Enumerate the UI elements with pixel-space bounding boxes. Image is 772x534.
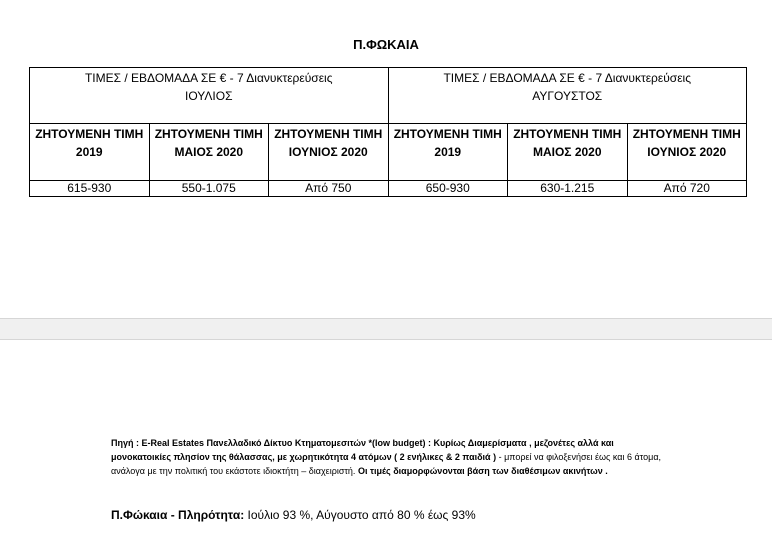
source-note-bold: Πηγή : E-Real Estates Πανελλαδικό Δίκτυο Κτηματομεσιτών *(low budget) : Κυρίως Διαμερίσματα , μεζονέτες αλλά και μονοκατοικίες πλησίον της θάλασσας, με χωρητικότητα 4 ατόμων ( 2 ενήλικες & 2 παιδιά )	[111, 438, 614, 462]
source-note-normal: - μπορεί να φιλοξενήσει έως και 6 άτομα, ανάλογα με την πολιτική του εκάστοτε ιδιοκτήτη – διαχειριστή.	[111, 452, 662, 476]
column-header: ΖΗΤΟΥΜΕΝΗ ΤΙΜΗ 2019	[388, 124, 508, 181]
column-header: ΖΗΤΟΥΜΕΝΗ ΤΙΜΗ 2019	[30, 124, 150, 181]
table-cell: Από 750	[269, 181, 389, 197]
group-header-month: ΙΟΥΛΙΟΣ	[185, 89, 233, 103]
table-cell: Από 720	[627, 181, 747, 197]
table-cell: 630-1.215	[508, 181, 628, 197]
occupancy-label: Π.Φώκαια - Πληρότητα:	[111, 508, 245, 522]
column-header: ΖΗΤΟΥΜΕΝΗ ΤΙΜΗ ΙΟΥΝΙΟΣ 2020	[627, 124, 747, 181]
table-row	[30, 181, 747, 197]
page-separator	[0, 318, 772, 340]
group-header-july	[30, 68, 389, 124]
group-header-august	[388, 68, 747, 124]
table-cell: 650-930	[388, 181, 508, 197]
group-header-line: ΤΙΜΕΣ / ΕΒΔΟΜΑΔΑ ΣΕ € - 7 Διανυκτερεύσεις	[84, 71, 333, 85]
column-header: ΖΗΤΟΥΜΕΝΗ ΤΙΜΗ ΙΟΥΝΙΟΣ 2020	[269, 124, 389, 181]
source-note-tail: Οι τιμές διαμορφώνονται βάση των διαθέσιμων ακινήτων .	[355, 466, 608, 476]
source-note	[111, 436, 671, 478]
column-header: ΖΗΤΟΥΜΕΝΗ ΤΙΜΗ ΜΑΙΟΣ 2020	[149, 124, 269, 181]
price-table	[29, 67, 747, 197]
table-group-header-row	[30, 68, 747, 124]
document-title: Π.ΦΩΚΑΙΑ	[353, 37, 419, 52]
column-header: ΖΗΤΟΥΜΕΝΗ ΤΙΜΗ ΜΑΙΟΣ 2020	[508, 124, 628, 181]
group-header-month: ΑΥΓΟΥΣΤΟΣ	[532, 89, 603, 103]
table-cell: 615-930	[30, 181, 150, 197]
occupancy-line	[111, 508, 671, 522]
occupancy-value: Ιούλιο 93 %, Αύγουστο από 80 % έως 93%	[244, 508, 476, 522]
table-column-header-row	[30, 124, 747, 181]
table-cell: 550-1.075	[149, 181, 269, 197]
group-header-line: ΤΙΜΕΣ / ΕΒΔΟΜΑΔΑ ΣΕ € - 7 Διανυκτερεύσεις	[443, 71, 692, 85]
